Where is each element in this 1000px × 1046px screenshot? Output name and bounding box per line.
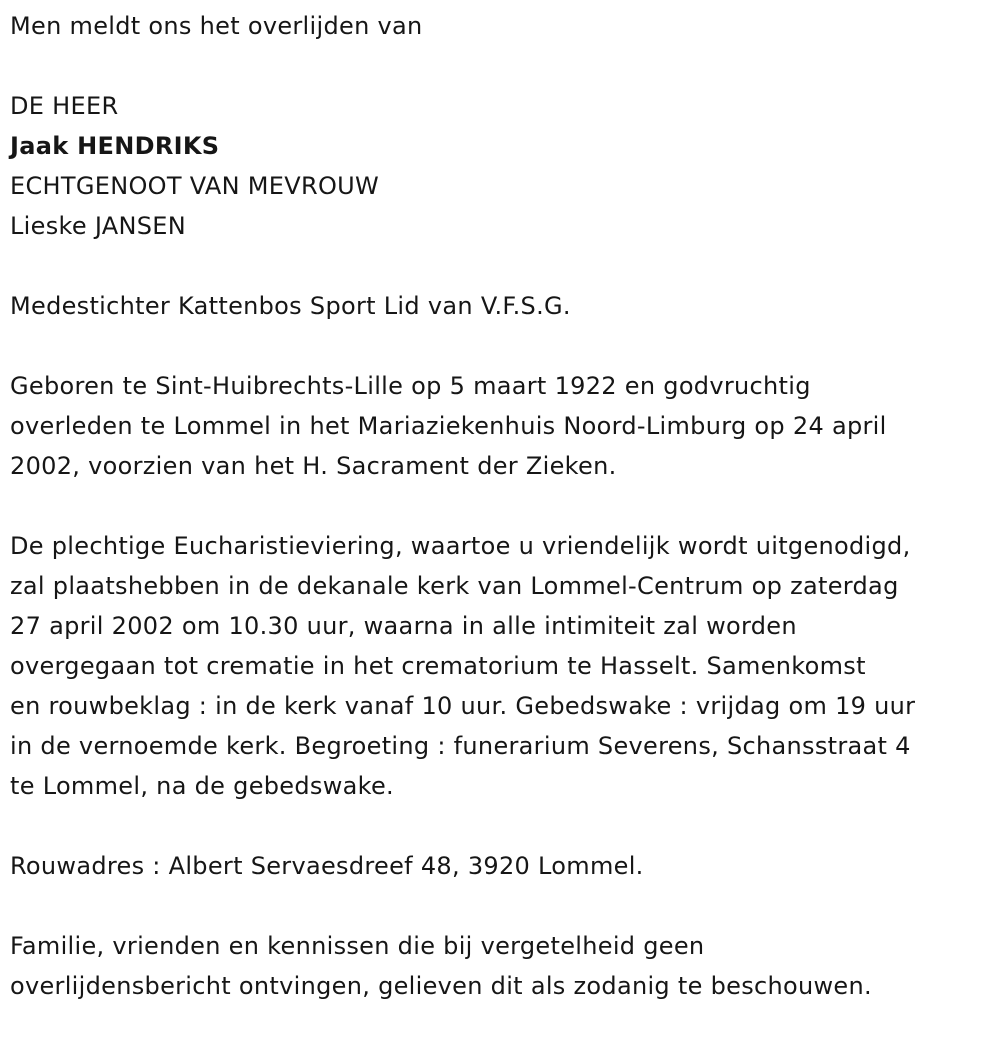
paragraph-line: Familie, vrienden en kennissen die bij vergetelheid geen: [10, 932, 705, 960]
paragraph-line: zal plaatshebben in de dekanale kerk van Lommel-Centrum op zaterdag: [10, 572, 899, 600]
paragraph-line: Geboren te Sint-Huibrechts-Lille op 5 maart 1922 en godvruchtig: [10, 372, 811, 400]
paragraph-line: overlijdensbericht ontvingen, gelieven dit als zodanig te beschouwen.: [10, 972, 872, 1000]
birth-death-paragraph: [10, 366, 995, 486]
paragraph-line: 2002, voorzien van het H. Sacrament der Zieken.: [10, 452, 617, 480]
role-text: Medestichter Kattenbos Sport Lid van V.F.S.G.: [10, 292, 571, 320]
paragraph-line: De plechtige Eucharistieviering, waartoe u vriendelijk wordt uitgenodigd,: [10, 532, 911, 560]
paragraph-line: in de vernoemde kerk. Begroeting : funerarium Severens, Schansstraat 4: [10, 732, 911, 760]
title-prefix: DE HEER: [10, 92, 119, 120]
closing-paragraph: [10, 926, 995, 1006]
spouse-label: ECHTGENOOT VAN MEVROUW: [10, 172, 380, 200]
spouse-name: Lieske JANSEN: [10, 212, 187, 240]
address-text: Rouwadres : Albert Servaesdreef 48, 3920 Lommel.: [10, 852, 644, 880]
ceremony-paragraph: [10, 526, 995, 806]
paragraph-line: te Lommel, na de gebedswake.: [10, 772, 394, 800]
deceased-name: Jaak HENDRIKS: [10, 132, 220, 160]
paragraph-line: overleden te Lommel in het Mariaziekenhuis Noord-Limburg op 24 april: [10, 412, 887, 440]
intro-text: Men meldt ons het overlijden van: [10, 12, 423, 40]
death-notice: [10, 6, 995, 1006]
paragraph-line: en rouwbeklag : in de kerk vanaf 10 uur. Gebedswake : vrijdag om 19 uur: [10, 692, 916, 720]
paragraph-line: overgegaan tot crematie in het crematorium te Hasselt. Samenkomst: [10, 652, 866, 680]
paragraph-line: 27 april 2002 om 10.30 uur, waarna in alle intimiteit zal worden: [10, 612, 797, 640]
